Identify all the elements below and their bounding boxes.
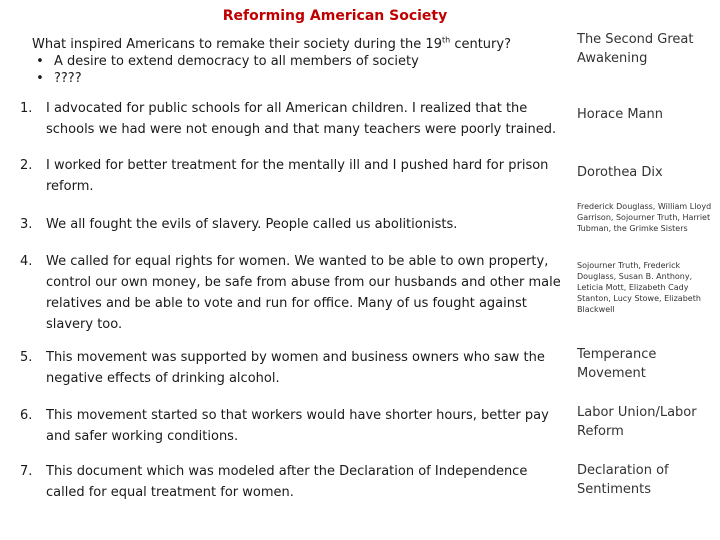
list-item: 4. We called for equal rights for women. We wanted to be able to own property, control our own money, be safe from abuse from our husbands and other male relatives and be able to vote and run for office. Many of us fought against slavery too. [20,254,561,332]
answer-text: Temperance Movement [577,347,657,381]
answer-text: Horace Mann [577,107,663,122]
page-title: Reforming American Society [222,8,448,24]
intro-bullet: • A desire to extend democracy to all members of society [32,54,419,69]
answer-text: Frederick Douglass, William Lloyd Garrison, Sojourner Truth, Harriet Tubman, the Grimke Sisters [577,202,712,233]
answer-text: Declaration of Sentiments [577,463,669,497]
list-item: 7. This document which was modeled after the Declaration of Independence called for equal treatment for women. [20,464,528,500]
list-item: 3. We all fought the evils of slavery. People called us abolitionists. [20,217,458,232]
list-item: 2. I worked for better treatment for the mentally ill and I pushed hard for prison reform. [20,158,549,194]
answer-text: Labor Union/Labor Reform [577,405,697,439]
answer-text: Sojourner Truth, Frederick Douglass, Susan B. Anthony, Leticia Mott, Elizabeth Cady Stanton, Lucy Stowe, Elizabeth Blackwell [577,261,701,314]
list-item: 5. This movement was supported by women and business owners who saw the negative effects of drinking alcohol. [20,350,545,386]
list-item: 1. I advocated for public schools for all American children. I realized that the schools we had were not enough and that many teachers were poorly trained. [20,101,557,137]
intro-question: What inspired Americans to remake their society during the 19th century? [32,35,511,52]
intro-bullet: • ???? [32,71,82,86]
answer-text: Dorothea Dix [577,165,663,180]
intro-answer: The Second Great Awakening [577,32,694,66]
intro-block [32,36,511,87]
list-item: 6. This movement started so that workers would have shorter hours, better pay and safer working conditions. [20,408,549,444]
